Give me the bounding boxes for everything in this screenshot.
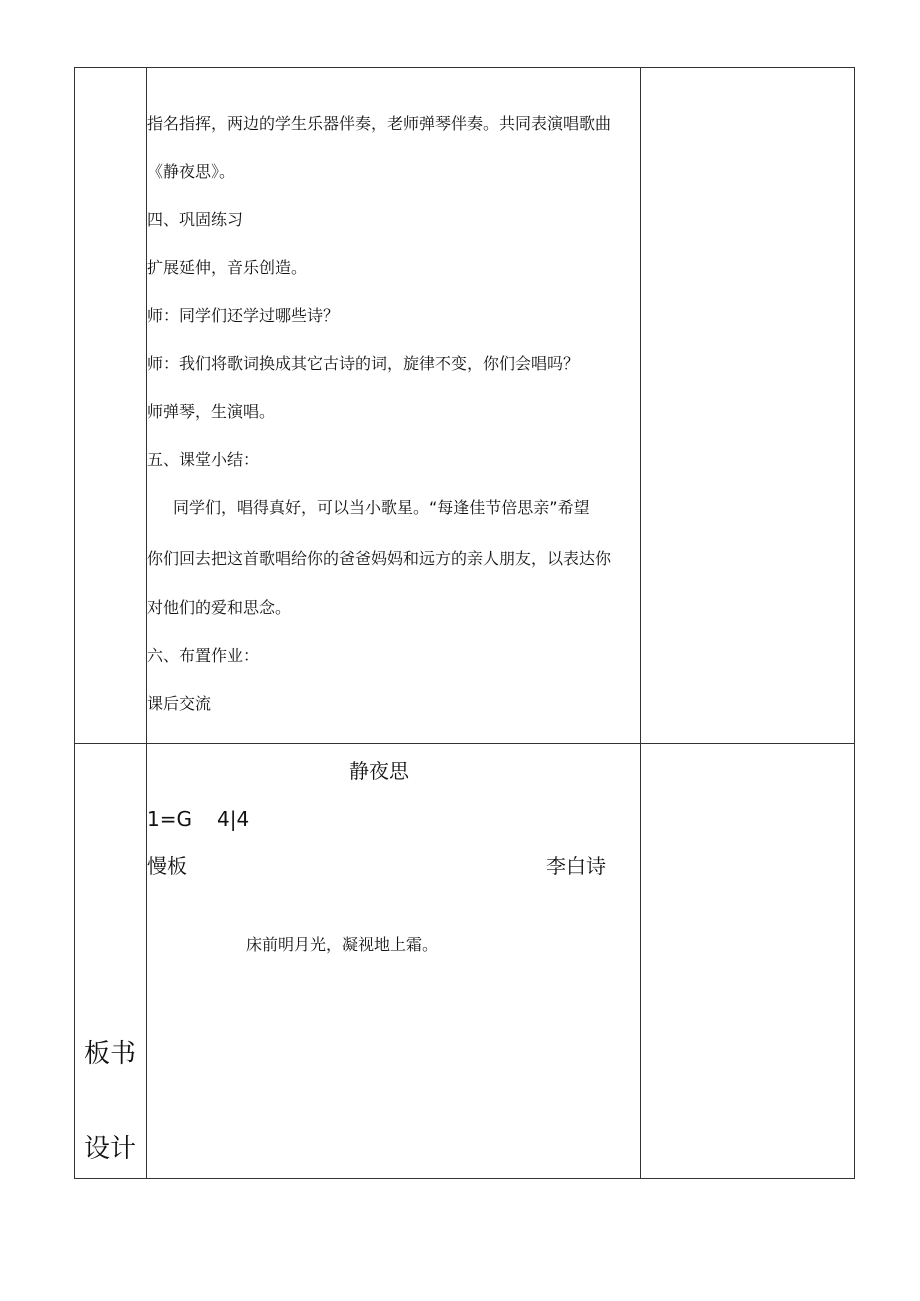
section-heading: 六、布置作业： (147, 646, 260, 665)
table-right-border (854, 67, 855, 1179)
process-line: 《静夜思》。 (147, 162, 236, 181)
process-line: 师：我们将歌词换成其它古诗的词，旋律不变，你们会唱吗？ (147, 354, 580, 373)
table-top-border (74, 67, 855, 68)
author-credit: 李白诗 (546, 854, 606, 878)
process-line: 师弹琴，生演唱。 (147, 402, 276, 421)
process-line: 同学们，唱得真好，可以当小歌星。“每逢佳节倍思亲”希望 (173, 498, 590, 517)
row-divider (74, 743, 855, 744)
process-line: 课后交流 (147, 694, 212, 713)
tempo-marking: 慢板 (147, 854, 187, 878)
process-line: 对他们的爱和思念。 (147, 598, 292, 617)
process-line: 指名指挥，两边的学生乐器伴奏，老师弹琴伴奏。共同表演唱歌曲 (147, 114, 612, 133)
song-title: 静夜思 (349, 759, 409, 783)
process-line: 你们回去把这首歌唱给你的爸爸妈妈和远方的亲人朋友，以表达你 (147, 549, 612, 568)
key-signature: 1=G (147, 807, 192, 831)
section-heading: 四、巩固练习 (147, 210, 244, 229)
table-bottom-border (74, 1178, 855, 1179)
table-left-border (74, 67, 75, 1179)
lyric-line: 床前明月光，凝视地上霜。 (246, 935, 439, 954)
section-heading: 五、课堂小结： (147, 450, 260, 469)
column-divider-left (146, 67, 147, 1179)
column-divider-right (640, 67, 641, 1179)
board-design-label-line1: 板书 (84, 1039, 137, 1069)
process-line: 师：同学们还学过哪些诗？ (147, 306, 340, 325)
process-line: 扩展延伸，音乐创造。 (147, 258, 308, 277)
board-design-label-line2: 设计 (84, 1134, 137, 1164)
time-signature: 4|4 (217, 807, 250, 831)
